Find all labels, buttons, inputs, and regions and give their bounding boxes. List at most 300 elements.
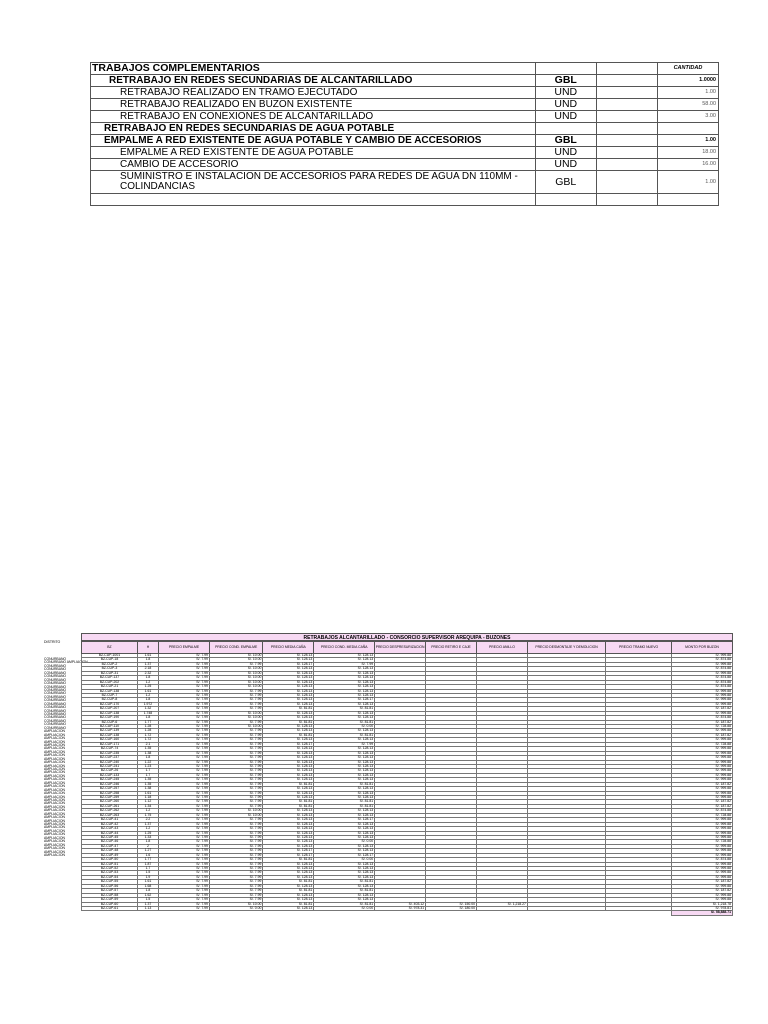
table-cell: S/. 0.00: [209, 906, 262, 910]
table-cell: BZ-CUP-6: [82, 720, 138, 724]
table-cell: S/. 7.99: [209, 822, 262, 826]
table-cell: S/. 7.99: [159, 662, 210, 666]
work-item-unit: UND: [535, 87, 596, 99]
work-item-description: EMPALME A RED EXISTENTE DE AGUA POTABLE: [91, 147, 536, 159]
table-cell: S/. 7.99: [209, 800, 262, 804]
table-cell: S/. 128.13: [314, 680, 375, 684]
table-cell: S/. 128.13: [314, 787, 375, 791]
work-item-unit: UND: [535, 111, 596, 123]
distrito-cell: AMPLIACION: [44, 808, 65, 813]
table-cell: S/. 403.12: [375, 902, 426, 906]
table-cell: S/. 128.13: [263, 862, 314, 866]
table-cell: S/. 81.81: [314, 889, 375, 893]
table-cell: S/. 7.99: [209, 707, 262, 711]
table-cell: S/. 7.99: [159, 809, 210, 813]
table-cell: S/. 128.13: [263, 756, 314, 760]
table-cell: S/. 10.00: [209, 716, 262, 720]
work-item-row: [91, 99, 719, 111]
rework-buzones-body: [82, 654, 733, 916]
table-cell: BZ-CUP-51: [82, 862, 138, 866]
table-cell: S/. 128.13: [314, 822, 375, 826]
table-cell: S/. 7.99: [209, 778, 262, 782]
table-cell: S/. 128.13: [263, 711, 314, 715]
table-cell: 1.61: [137, 654, 158, 658]
table-cell: BZ-CUP-237: [82, 756, 138, 760]
table-cell: S/. 999.88: [672, 867, 733, 871]
table-cell: S/. 7.99: [209, 889, 262, 893]
table-cell: S/. 128.13: [314, 796, 375, 800]
work-item-description: RETRABAJO REALIZADO EN TRAMO EJECUTADO: [91, 87, 536, 99]
distrito-cell: CONURBANO: [44, 677, 67, 682]
work-item-blank: [596, 171, 657, 194]
distrito-cell: CONURBANO: [44, 681, 67, 686]
work-item-quantity: 1.00: [657, 87, 718, 99]
table-cell: S/. 999.88: [672, 791, 733, 795]
table-cell: BZ-CUP-43: [82, 827, 138, 831]
table-cell: S/. 7.99: [159, 711, 210, 715]
column-header: PRECIO DESMONTAJE Y DEMOLICION: [527, 642, 605, 654]
table-cell: BZ-CUP-50: [82, 858, 138, 862]
table-cell: BZ-CUP-74: [82, 747, 138, 751]
table-cell: S/. 874.88: [672, 676, 733, 680]
table-cell: S/. 187.82: [672, 782, 733, 786]
distrito-cell: AMPLIACION: [44, 791, 65, 796]
table-cell: 1.27: [137, 849, 158, 853]
table-cell: S/. 7.99: [159, 844, 210, 848]
table-cell: S/. 128.13: [314, 654, 375, 658]
distrito-cell: CONURBANO: [44, 722, 67, 727]
table-cell: S/. 7.99: [159, 716, 210, 720]
table-cell: S/. 128.13: [263, 676, 314, 680]
table-cell: S/. 128.13: [263, 725, 314, 729]
work-item-blank: [596, 75, 657, 87]
table-cell: S/. 10.00: [209, 676, 262, 680]
table-cell: 1.2: [137, 680, 158, 684]
distrito-cell: CONURBANO: [44, 674, 67, 679]
work-item-unit: [535, 123, 596, 135]
table-cell: BZ-CUP-56: [82, 884, 138, 888]
table-cell: S/. 999.88: [672, 764, 733, 768]
table-cell: 1.13: [137, 906, 158, 910]
cantidad-header: CANTIDAD: [657, 63, 718, 75]
table-cell: BZ-CUP-202: [82, 680, 138, 684]
table-cell: S/. 999.88: [672, 844, 733, 848]
table-cell: S/. 128.13: [314, 764, 375, 768]
table-cell: S/. 7.99: [209, 698, 262, 702]
table-cell: S/. 128.13: [314, 867, 375, 871]
complementary-works-table: [90, 62, 719, 206]
table-cell: 1.972: [137, 702, 158, 706]
table-cell: S/. 7.99: [209, 742, 262, 746]
work-item-unit: [535, 194, 596, 206]
table-cell: BZ-CUP-60: [82, 902, 138, 906]
distrito-cell: AMPLIACION: [44, 811, 65, 816]
table-cell: BZ-CUP-44: [82, 831, 138, 835]
distrito-cell: CONURBANO: [44, 698, 67, 703]
table-cell: BZ-CUP-240: [82, 760, 138, 764]
table-cell: S/. 0.00: [314, 858, 375, 862]
table-cell: S/. 180.00: [426, 906, 477, 910]
table-cell: S/. 128.13: [263, 871, 314, 875]
table-cell: S/. 128.13: [314, 667, 375, 671]
table-cell: S/. 7.99: [209, 756, 262, 760]
table-cell: S/. 128.13: [263, 769, 314, 773]
table-cell: S/. 7.99: [209, 733, 262, 737]
table-cell: S/. 999.88: [672, 729, 733, 733]
distrito-cell: AMPLIACION: [44, 787, 65, 792]
table-cell: S/. 128.17: [314, 818, 375, 822]
table-cell: 1.35: [137, 782, 158, 786]
table-cell: S/. 7.99: [159, 800, 210, 804]
table-cell: BZ-CUP-241: [82, 764, 138, 768]
distrito-cell: AMPLIACION: [44, 794, 65, 799]
table-cell: 1.748: [137, 711, 158, 715]
table-cell: S/. 999.88: [672, 702, 733, 706]
table-cell: S/. 128.13: [263, 685, 314, 689]
table-cell: S/. 128.13: [263, 844, 314, 848]
empty-cell: [527, 911, 605, 915]
table-cell: 1.37: [137, 662, 158, 666]
table-cell: S/. 128.13: [263, 760, 314, 764]
distrito-cell: AMPLIACION: [44, 797, 65, 802]
table-cell: S/. 81.81: [263, 782, 314, 786]
table-cell: BZ-CUP-1001: [82, 654, 138, 658]
table-cell: S/. 128.13: [314, 769, 375, 773]
table-cell: BZ-CUP-257: [82, 787, 138, 791]
table-cell: S/. 7.99: [159, 782, 210, 786]
work-item-unit: GBL: [535, 135, 596, 147]
table-cell: S/. 7.99: [159, 702, 210, 706]
distrito-cell: CONURBANO: [44, 687, 67, 692]
distrito-cell: AMPLIACION: [44, 756, 65, 761]
table-cell: BZ-CUP-47: [82, 844, 138, 848]
table-cell: S/. 7.99: [159, 898, 210, 902]
table-cell: S/. 7.99: [159, 840, 210, 844]
table-cell: S/. 10.00: [209, 809, 262, 813]
column-header: PRECIO TRAMO NUEVO: [606, 642, 672, 654]
table-cell: S/. 999.88: [672, 827, 733, 831]
table-cell: S/. 128.17: [263, 662, 314, 666]
work-item-row: [91, 87, 719, 99]
table-cell: S/. 7.99: [209, 867, 262, 871]
table-cell: S/. 81.81: [314, 733, 375, 737]
table-cell: S/. 0.00: [314, 725, 375, 729]
table-cell: S/. 7.99: [159, 693, 210, 697]
distrito-cell: CONURBANO: [44, 694, 67, 699]
table-cell: 1.35: [137, 778, 158, 782]
distrito-cell: AMPLIACION: [44, 835, 65, 840]
table-cell: 1.61: [137, 689, 158, 693]
table-cell: S/. 81.81: [263, 804, 314, 808]
table-cell: S/. 81.81: [314, 804, 375, 808]
work-item-quantity: 1.0000: [657, 75, 718, 87]
table-cell: S/. 10.00: [209, 725, 262, 729]
table-cell: S/. 128.13: [314, 760, 375, 764]
table-cell: S/. 7.99: [159, 738, 210, 742]
table-cell: S/. 10.00: [209, 671, 262, 675]
table-cell: S/. 999.88: [672, 773, 733, 777]
distrito-cell: AMPLIACION: [44, 825, 65, 830]
work-item-unit: GBL: [535, 75, 596, 87]
table-cell: S/. 999.88: [672, 698, 733, 702]
table-cell: S/. 128.13: [314, 756, 375, 760]
work-item-blank: [596, 135, 657, 147]
table-cell: S/. 999.88: [672, 862, 733, 866]
table-cell: 1.22: [137, 760, 158, 764]
table-cell: S/. 10.00: [209, 680, 262, 684]
work-item-blank: [596, 123, 657, 135]
distrito-cell: AMPLIACION: [44, 801, 65, 806]
table-cell: S/. 7.99: [159, 884, 210, 888]
table-cell: BZ-CUP-57: [82, 889, 138, 893]
table-cell: 1.37: [137, 822, 158, 826]
table-cell: S/. 128.13: [263, 671, 314, 675]
work-item-quantity: 1.00: [657, 171, 718, 194]
column-header: H: [137, 642, 158, 654]
table-cell: S/. 81.81: [263, 880, 314, 884]
table-cell: S/. 128.13: [263, 680, 314, 684]
work-item-blank: [596, 147, 657, 159]
table-cell: S/. 187.82: [672, 800, 733, 804]
table-cell: 2.32: [137, 671, 158, 675]
table-cell: S/. 128.13: [314, 773, 375, 777]
table-cell: S/. 128.13: [314, 685, 375, 689]
distrito-cell: AMPLIACION: [44, 780, 65, 785]
table-cell: S/. 128.13: [314, 658, 375, 662]
table-cell: 1.35: [137, 747, 158, 751]
work-item-row: [91, 171, 719, 194]
table-cell: S/. 7.99: [209, 791, 262, 795]
table-cell: S/. 7.99: [159, 671, 210, 675]
table-cell: BZ-CUP-110: [82, 725, 138, 729]
table-cell: 1.33: [137, 835, 158, 839]
table-cell: S/. 7.99: [209, 840, 262, 844]
table-cell: 1.38: [137, 787, 158, 791]
table-cell: S/. 7.99: [209, 831, 262, 835]
table-cell: S/. 7.99: [314, 742, 375, 746]
work-item-quantity: 58.00: [657, 99, 718, 111]
empty-cell: [263, 911, 314, 915]
distrito-cell: AMPLIACION: [44, 770, 65, 775]
distrito-cell: CONURBANO: [44, 705, 67, 710]
table-cell: 1.34: [137, 804, 158, 808]
table-cell: S/. 7.99: [159, 667, 210, 671]
table-cell: S/. 128.13: [263, 689, 314, 693]
table-cell: BZ-CUP-3: [82, 667, 138, 671]
table-cell: S/. 728.88: [672, 840, 733, 844]
table-cell: S/. 128.13: [314, 716, 375, 720]
table-cell: S/. 7.99: [209, 764, 262, 768]
table-cell: S/. 1,218.27: [476, 902, 527, 906]
table-cell: S/. 874.88: [672, 716, 733, 720]
table-cell: S/. 81.81: [263, 707, 314, 711]
table-cell: S/. 978.31: [375, 906, 426, 910]
work-item-description: RETRABAJO EN REDES SECUNDARIAS DE AGUA POTABLE: [91, 123, 536, 135]
table-cell: S/. 187.82: [672, 707, 733, 711]
table-cell: S/. 7.99: [159, 769, 210, 773]
table-cell: S/. 7.99: [209, 787, 262, 791]
distrito-cell: CONURBANO: [44, 663, 67, 668]
table-cell: S/. 7.99: [209, 875, 262, 879]
distrito-cell: CONURBANO: [44, 691, 67, 696]
distrito-cell: AMPLIACION: [44, 842, 65, 847]
table-cell: 1.12: [137, 800, 158, 804]
table-cell: S/. 7.99: [209, 729, 262, 733]
table-cell: S/. 7.99: [209, 862, 262, 866]
table-cell: S/. 7.99: [159, 902, 210, 906]
distrito-cell: AMPLIACION: [44, 767, 65, 771]
table-cell: S/. 7.99: [159, 858, 210, 862]
table-cell: BZ-CUP-59: [82, 898, 138, 902]
table-cell: BZ-CUP-53: [82, 871, 138, 875]
table-cell: S/. 7.99: [209, 760, 262, 764]
table-cell: S/. 128.13: [314, 875, 375, 879]
table-cell: S/. 7.99: [159, 698, 210, 702]
table-cell: S/. 999.88: [672, 831, 733, 835]
table-cell: S/. 874.88: [672, 658, 733, 662]
empty-cell: [476, 911, 527, 915]
table-cell: S/. 128.13: [263, 698, 314, 702]
table-cell: 1.72: [137, 733, 158, 737]
table-cell: S/. 874.88: [672, 809, 733, 813]
table-cell: S/. 7.99: [159, 707, 210, 711]
table-cell: S/. 10.00: [209, 685, 262, 689]
table-cell: S/. 128.13: [263, 787, 314, 791]
table-cell: BZ-CUP-54: [82, 875, 138, 879]
table-cell: 1.38: [137, 751, 158, 755]
table-cell: 1.61: [137, 791, 158, 795]
table-cell: S/. 128.13: [263, 791, 314, 795]
work-item-row: [91, 147, 719, 159]
work-item-quantity: 18.00: [657, 147, 718, 159]
table-cell: S/. 128.13: [263, 667, 314, 671]
table-cell: BZ-CUP-42: [82, 822, 138, 826]
table-cell: BZ-CUP-190: [82, 716, 138, 720]
table-cell: S/. 7.99: [159, 849, 210, 853]
table-cell: 1.77: [137, 720, 158, 724]
table-cell: S/. 187.82: [672, 880, 733, 884]
table-cell: S/. 7.99: [209, 751, 262, 755]
table-cell: 1.61: [137, 880, 158, 884]
table-cell: BZ-CUP-261: [82, 804, 138, 808]
table-cell: S/. 128.13: [263, 751, 314, 755]
table-cell: S/. 7.99: [209, 720, 262, 724]
table-cell: S/. 7.99: [159, 804, 210, 808]
table-cell: S/. 7.99: [159, 835, 210, 839]
table-cell: S/. 999.88: [672, 671, 733, 675]
table-cell: S/. 7.99: [159, 729, 210, 733]
table-cell: S/. 7.99: [159, 778, 210, 782]
table-cell: BZ-CUP-258: [82, 791, 138, 795]
table-cell: BZ-CUP-139: [82, 729, 138, 733]
table-cell: S/. 128.17: [314, 853, 375, 857]
table-cell: S/. 874.88: [672, 685, 733, 689]
work-item-description: TRABAJOS COMPLEMENTARIOS: [91, 63, 536, 75]
distrito-cell: CONURBANO: [44, 670, 67, 675]
table-cell: S/. 7.99: [159, 791, 210, 795]
table-cell: S/. 7.99: [209, 662, 262, 666]
table-cell: S/. 7.99: [159, 867, 210, 871]
table-cell: S/. 1,218.78: [672, 902, 733, 906]
table-cell: S/. 7.99: [159, 725, 210, 729]
table-cell: BZ-CUP-18: [82, 658, 138, 662]
table-cell: S/. 128.13: [263, 654, 314, 658]
table-cell: S/. 7.99: [159, 827, 210, 831]
empty-cell: [314, 911, 375, 915]
table-cell: S/. 7.99: [159, 742, 210, 746]
table-cell: S/. 7.99: [159, 685, 210, 689]
table-cell: BZ-CUP-26: [82, 769, 138, 773]
table-cell: 1.68: [137, 884, 158, 888]
distrito-cell: AMPLIACION: [44, 815, 65, 820]
table-cell: S/. 128.13: [314, 835, 375, 839]
table-cell: S/. 10.00: [209, 667, 262, 671]
table-cell: BZ-CUP-2: [82, 662, 138, 666]
table-cell: S/. 7.99: [209, 844, 262, 848]
table-cell: 1.8: [137, 840, 158, 844]
table-cell: S/. 128.13: [314, 893, 375, 897]
distrito-cell: CONURBANO: [44, 712, 67, 716]
table-cell: S/. 128.13: [263, 835, 314, 839]
table-cell: S/. 7.99: [159, 818, 210, 822]
empty-cell: [137, 911, 158, 915]
table-cell: S/. 7.99: [159, 720, 210, 724]
distrito-cell: AMPLIACION: [44, 739, 65, 744]
table-cell: BZ-CUP-133: [82, 773, 138, 777]
table-cell: S/. 128.13: [263, 729, 314, 733]
work-item-quantity: 1.00: [657, 135, 718, 147]
table-cell: S/. 874.88: [672, 858, 733, 862]
table-cell: S/. 999.88: [672, 689, 733, 693]
table-cell: S/. 999.88: [672, 756, 733, 760]
column-header: PRECIO EMPALME: [159, 642, 210, 654]
distrito-cell: AMPLIACION: [44, 804, 65, 809]
table-cell: S/. 81.81: [263, 720, 314, 724]
distrito-cell: AMPLIACION: [44, 828, 65, 833]
empty-cell: [426, 911, 477, 915]
distrito-cell: CONURBANO: [44, 701, 67, 706]
work-item-quantity: 3.00: [657, 111, 718, 123]
table-cell: S/. 728.88: [672, 813, 733, 817]
table-cell: S/. 128.13: [314, 844, 375, 848]
table-cell: 1.7: [137, 769, 158, 773]
table-cell: S/. 128.13: [263, 840, 314, 844]
table-cell: 1.8: [137, 676, 158, 680]
work-item-unit: GBL: [535, 171, 596, 194]
distrito-cell: AMPLIACION: [44, 777, 65, 782]
table-cell: S/. 999.88: [672, 751, 733, 755]
table-cell: S/. 81.81: [263, 902, 314, 906]
rework-buzones-header-row: [82, 642, 733, 654]
distrito-column: [44, 657, 88, 857]
table-cell: BZ-CUP-263: [82, 813, 138, 817]
table-cell: S/. 128.13: [314, 738, 375, 742]
distrito-cell: CONURBANO: [44, 715, 67, 720]
distrito-cell: AMPLIACION: [44, 818, 65, 823]
table-cell: S/. 128.13: [314, 813, 375, 817]
table-cell: S/. 128.13: [263, 764, 314, 768]
table-cell: S/. 128.17: [263, 849, 314, 853]
table-cell: S/. 128.13: [263, 893, 314, 897]
table-cell: S/. 128.13: [263, 813, 314, 817]
table-cell: 1.5: [137, 871, 158, 875]
table-cell: S/. 128.13: [314, 871, 375, 875]
table-cell: S/. 7.99: [209, 782, 262, 786]
table-cell: 2.18: [137, 667, 158, 671]
table-cell: BZ-CUP-137: [82, 676, 138, 680]
table-cell: S/. 999.88: [672, 760, 733, 764]
work-item-unit: UND: [535, 159, 596, 171]
